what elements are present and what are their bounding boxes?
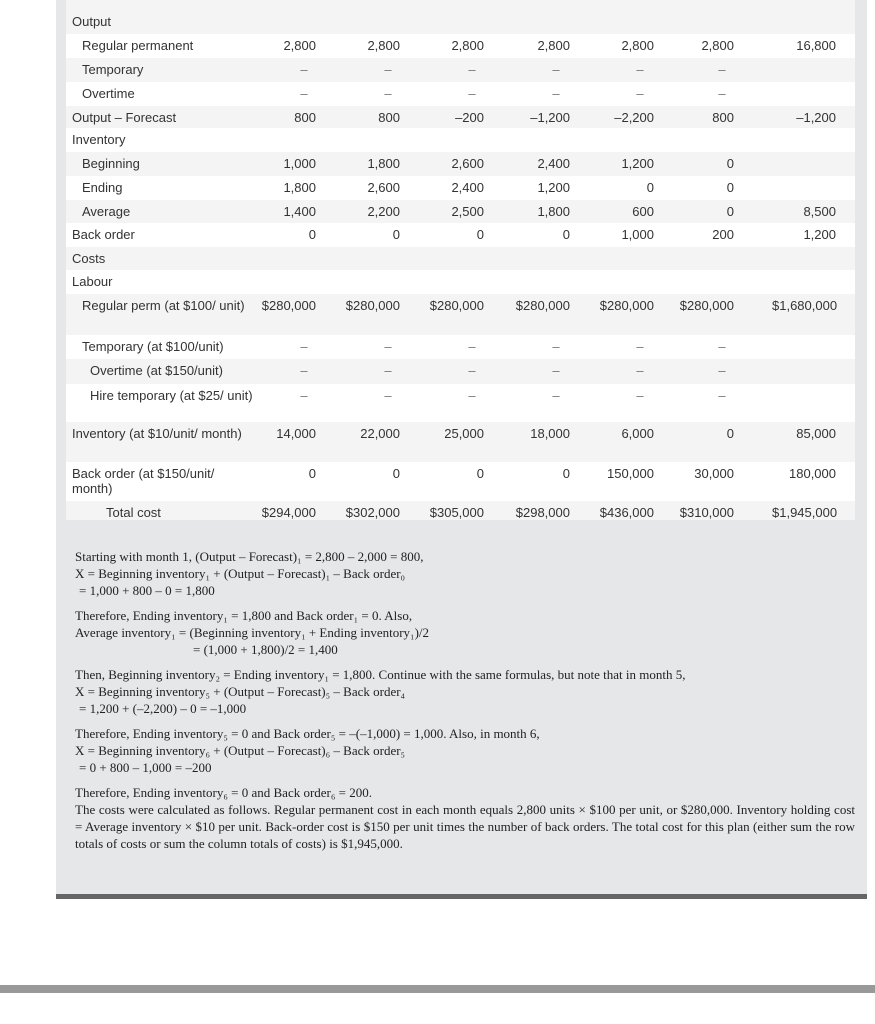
table-cell: –	[636, 339, 644, 354]
row-label: Regular permanent	[82, 38, 194, 53]
table-cell: 0	[726, 180, 734, 195]
table-cell: –	[384, 86, 392, 101]
table-cell: –	[384, 339, 392, 354]
table-cell: $280,000	[429, 298, 484, 313]
table-cell: $1,680,000	[772, 298, 838, 313]
table-cell: 14,000	[276, 426, 316, 441]
table-row	[66, 294, 855, 335]
table-cell: 2,800	[283, 38, 316, 53]
table-cell: –	[468, 62, 476, 77]
table-cell: 2,500	[451, 204, 484, 219]
table-row	[66, 82, 855, 106]
table-row	[66, 462, 855, 501]
table-cell: 0	[726, 204, 734, 219]
table-cell: 200	[712, 227, 734, 242]
note-line: Therefore, Ending inventory₁ = 1,800 and Back order₁ = 0. Also,	[75, 608, 413, 623]
page-footer-bar	[0, 985, 875, 993]
table-cell: 2,800	[537, 38, 570, 53]
table-cell: $298,000	[515, 505, 570, 520]
table-cell: $280,000	[345, 298, 400, 313]
table-cell: 2,200	[367, 204, 400, 219]
table-cell: 800	[294, 110, 316, 125]
table-cell: 6,000	[621, 426, 654, 441]
table-cell: 2,400	[451, 180, 484, 195]
table-cell: –	[300, 62, 308, 77]
table-cell: 0	[308, 227, 316, 242]
row-label: Regular perm (at $100/ unit)	[82, 298, 245, 313]
table-cell: –	[636, 388, 644, 403]
table-row	[66, 10, 855, 34]
table-cell: –	[300, 86, 308, 101]
table-cell: $1,945,000	[772, 505, 838, 520]
table-row	[66, 106, 855, 128]
table-cell: 2,800	[701, 38, 734, 53]
table-cell: 2,800	[621, 38, 654, 53]
table-cell: –	[718, 388, 726, 403]
table-cell: –	[552, 62, 560, 77]
row-label: Average	[82, 204, 131, 219]
table-cell: 22,000	[360, 426, 400, 441]
table-cell: 1,000	[621, 227, 654, 242]
aggregate-plan-table	[66, 0, 855, 520]
table-cell: $294,000	[261, 505, 316, 520]
table-cell: 180,000	[789, 466, 836, 481]
table-row	[66, 58, 855, 82]
table-cell: –	[468, 388, 476, 403]
table-cell: 0	[476, 227, 484, 242]
table-cell: 2,400	[537, 156, 570, 171]
table-cell: –	[384, 363, 392, 378]
table-cell: 0	[646, 180, 654, 195]
table-row	[66, 34, 855, 58]
table-row	[66, 152, 855, 176]
table-cell: $280,000	[679, 298, 734, 313]
table-cell: –	[468, 339, 476, 354]
table-cell: –1,200	[796, 110, 836, 125]
table-cell: 8,500	[803, 204, 836, 219]
row-label: Beginning	[82, 156, 140, 171]
table-row	[66, 422, 855, 462]
table-cell: –	[384, 388, 392, 403]
table-cell: 2,800	[451, 38, 484, 53]
row-label: Output – Forecast	[72, 110, 177, 125]
table-cell: –	[718, 339, 726, 354]
table-cell: 1,800	[537, 204, 570, 219]
row-label: Hire temporary (at $25/ unit)	[90, 388, 253, 403]
row-label: Costs	[72, 251, 106, 266]
row-label: Overtime (at $150/unit)	[90, 363, 223, 378]
table-cell: $305,000	[429, 505, 484, 520]
table-row	[66, 384, 855, 422]
table-cell: –	[468, 86, 476, 101]
table-cell: –	[468, 363, 476, 378]
row-label: Output	[72, 14, 112, 29]
table-cell: –	[636, 62, 644, 77]
table-cell: –	[300, 339, 308, 354]
table-cell: 0	[726, 426, 734, 441]
table-cell: –	[552, 339, 560, 354]
table-cell: 16,800	[796, 38, 836, 53]
table-cell: 1,400	[283, 204, 316, 219]
table-cell: 0	[562, 227, 570, 242]
table-cell: –	[718, 363, 726, 378]
table-cell: –	[718, 62, 726, 77]
table-cell: $280,000	[515, 298, 570, 313]
table-cell: –	[384, 62, 392, 77]
table-cell: –	[300, 388, 308, 403]
table-cell: $302,000	[345, 505, 400, 520]
note-line: Then, Beginning inventory₂ = Ending inventory₁ = 1,800. Continue with the same formulas, but note that in month 5,	[75, 667, 686, 682]
table-cell: –	[552, 388, 560, 403]
table-cell: 1,200	[621, 156, 654, 171]
table-cell: 0	[726, 156, 734, 171]
table-cell: –	[636, 363, 644, 378]
note-line: = 1,200 + (–2,200) – 0 = –1,000	[79, 701, 247, 716]
table-cell: –	[300, 363, 308, 378]
table-cell: 1,800	[367, 156, 400, 171]
table-cell: –	[552, 86, 560, 101]
table-row	[66, 176, 855, 200]
table-row	[66, 200, 855, 223]
table-cell: 2,600	[367, 180, 400, 195]
row-label: Ending	[82, 180, 123, 195]
table-cell: $436,000	[599, 505, 654, 520]
solution-notes	[75, 548, 855, 852]
table-row	[66, 501, 855, 523]
note-line: X = Beginning inventory₅ + (Output – Forecast)₅ – Back order₄	[75, 684, 406, 699]
table-cell: 1,200	[803, 227, 836, 242]
note-line: Starting with month 1, (Output – Forecast)₁ = 2,800 – 2,000 = 800,	[75, 549, 424, 564]
table-cell: –	[552, 363, 560, 378]
table-cell: 2,600	[451, 156, 484, 171]
note-line: Therefore, Ending inventory₅ = 0 and Back order₅ = –(–1,000) = 1,000. Also, in month 6,	[75, 726, 540, 741]
table-cell: 0	[476, 466, 484, 481]
table-cell: 800	[712, 110, 734, 125]
row-label: Total cost	[106, 505, 161, 520]
table-cell: –1,200	[530, 110, 570, 125]
table-cell: 150,000	[607, 466, 654, 481]
table-cell: 1,000	[283, 156, 316, 171]
table-cell: 85,000	[796, 426, 836, 441]
table-cell: 25,000	[444, 426, 484, 441]
table-cell: 0	[392, 466, 400, 481]
table-cell: –	[636, 86, 644, 101]
table-cell: 0	[308, 466, 316, 481]
row-label: Inventory (at $10/unit/ month)	[72, 426, 242, 441]
note-line: X = Beginning inventory₁ + (Output – Forecast)₁ – Back order₀	[75, 566, 406, 581]
table-cell: 1,200	[537, 180, 570, 195]
table-cell: $280,000	[261, 298, 316, 313]
note-paragraph: The costs were calculated as follows. Regular permanent cost in each month equals 2,800 units × $100 per unit, or $280,000. Inventory holding cost = Average inventory × $10 per unit. Back-order cost is $150 per unit times the number of back orders. The total cost for this plan (either sum the row totals of costs or sum the column totals of costs) is $1,945,000.	[75, 802, 855, 851]
row-label: Labour	[72, 274, 113, 289]
note-line: = (1,000 + 1,800)/2 = 1,400	[193, 642, 338, 657]
row-label: Temporary	[82, 62, 144, 77]
row-label: Temporary (at $100/unit)	[82, 339, 224, 354]
table-cell: 30,000	[694, 466, 734, 481]
table-cell: 2,800	[367, 38, 400, 53]
table-cell: 800	[378, 110, 400, 125]
table-cell: $280,000	[599, 298, 654, 313]
row-label: Inventory	[72, 132, 126, 147]
row-label: Overtime	[82, 86, 135, 101]
table-cell: –200	[455, 110, 484, 125]
table-cell: –2,200	[614, 110, 654, 125]
note-line: Therefore, Ending inventory₆ = 0 and Back order₆ = 200.	[75, 785, 373, 800]
table-row	[66, 270, 855, 294]
table-cell: 0	[562, 466, 570, 481]
table-cell: 600	[632, 204, 654, 219]
table-row	[66, 128, 855, 152]
table-row	[66, 223, 855, 247]
note-line: = 0 + 800 – 1,000 = –200	[79, 760, 212, 775]
table-row	[66, 359, 855, 384]
table-row	[66, 335, 855, 359]
note-line: X = Beginning inventory₆ + (Output – Forecast)₆ – Back order₅	[75, 743, 406, 758]
table-cell: $310,000	[679, 505, 734, 520]
table-cell: –	[718, 86, 726, 101]
note-line: Average inventory₁ = (Beginning inventory₁ + Ending inventory₁)/2	[75, 625, 430, 640]
row-label: Back order (at $150/unit/ month)	[72, 466, 215, 496]
table-row	[66, 247, 855, 270]
row-label: Back order	[72, 227, 135, 242]
table-cell: 1,800	[283, 180, 316, 195]
table-cell: 0	[392, 227, 400, 242]
note-line: = 1,000 + 800 – 0 = 1,800	[79, 583, 215, 598]
table-cell: 18,000	[530, 426, 570, 441]
panel-bottom-border	[56, 894, 867, 899]
